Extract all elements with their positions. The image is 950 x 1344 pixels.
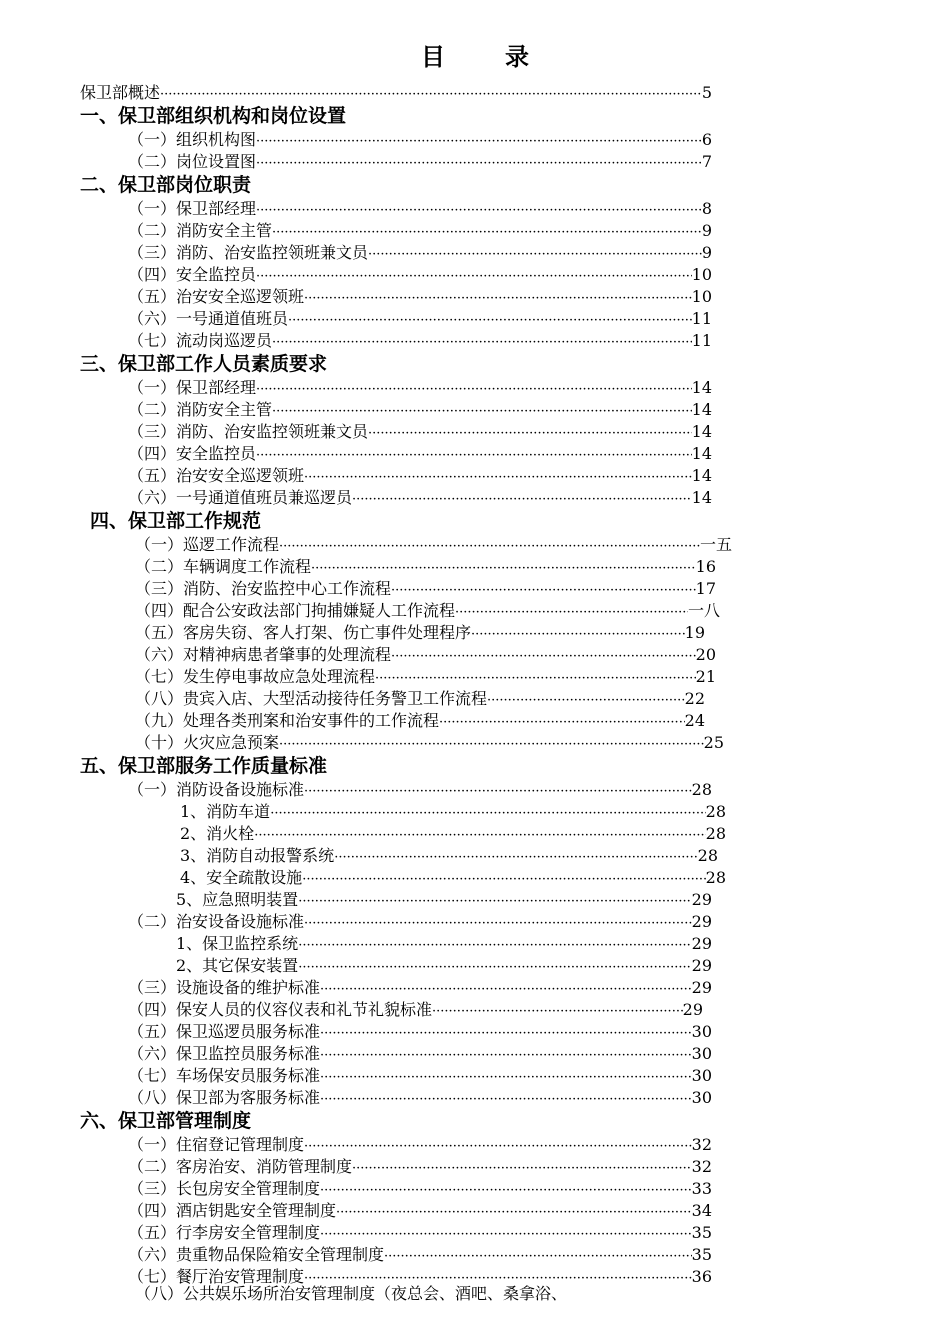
toc-entry-title: （二）消防安全主管 xyxy=(128,400,273,419)
toc-entry-title: 四、保卫部工作规范 xyxy=(90,510,262,532)
toc-entry[interactable] xyxy=(128,129,712,152)
toc-page-number: 17 xyxy=(695,579,716,598)
toc-entry[interactable] xyxy=(135,600,720,623)
toc-entry-title: 三、保卫部工作人员素质要求 xyxy=(80,353,328,375)
toc-page-number: 20 xyxy=(695,645,716,664)
toc-page-number: 16 xyxy=(695,557,716,576)
toc-entry-title: （六）一号通道值班员兼巡逻员 xyxy=(128,488,353,507)
toc-section-heading xyxy=(80,104,346,128)
toc-leader-dots xyxy=(320,1023,692,1044)
toc-entry-title: 3、消防自动报警系统 xyxy=(180,846,335,865)
toc-page-number: 35 xyxy=(691,1245,712,1264)
toc-page-number: 30 xyxy=(691,1044,712,1063)
toc-leader-dots xyxy=(256,131,702,152)
toc-entry-title: 1、消防车道 xyxy=(180,802,271,821)
toc-entry-title: （四）保安人员的仪容仪表和礼节礼貌标准 xyxy=(128,1000,433,1019)
toc-leader-dots xyxy=(320,1180,692,1201)
toc-entry-title: （五）保卫巡逻员服务标准 xyxy=(128,1022,321,1041)
toc-entry-title: （五）治安安全巡逻领班 xyxy=(128,287,305,306)
toc-entry-title: 五、保卫部服务工作质量标准 xyxy=(80,755,328,777)
toc-page-number: 5 xyxy=(701,83,712,102)
toc-entry-title: （八）保卫部为客服务标准 xyxy=(128,1088,321,1107)
toc-page-number: 一五 xyxy=(699,535,732,554)
toc-leader-dots xyxy=(304,913,692,934)
toc-entry[interactable] xyxy=(128,1222,712,1245)
toc-entry-title: （六）保卫监控员服务标准 xyxy=(128,1044,321,1063)
toc-leader-dots xyxy=(298,891,691,912)
toc-entry[interactable] xyxy=(135,644,716,667)
toc-page-number: 29 xyxy=(682,1000,703,1019)
toc-page-number: 10 xyxy=(691,287,712,306)
toc-entry-title: （七）流动岗巡逻员 xyxy=(128,331,273,350)
toc-page-number: 28 xyxy=(691,780,712,799)
toc-page-number: 33 xyxy=(691,1179,712,1198)
toc-leader-dots xyxy=(272,222,702,243)
toc-leader-dots xyxy=(256,266,692,287)
toc-page-number: 14 xyxy=(691,422,712,441)
toc-page-number: 21 xyxy=(695,667,716,686)
toc-leader-dots xyxy=(320,1045,692,1066)
toc-page-number: 8 xyxy=(701,199,712,218)
toc-entry-title: （四）酒店钥匙安全管理制度 xyxy=(128,1201,337,1220)
toc-leader-dots xyxy=(471,624,685,645)
toc-leader-dots xyxy=(432,1001,683,1022)
toc-leader-dots xyxy=(320,1224,692,1245)
toc-section-heading xyxy=(90,509,261,533)
toc-entry[interactable] xyxy=(128,242,712,265)
toc-entry[interactable] xyxy=(128,1244,712,1267)
toc-page-number: 32 xyxy=(691,1157,712,1176)
toc-leader-dots xyxy=(288,310,692,331)
toc-entry[interactable] xyxy=(128,264,712,287)
toc-entry-title: （一）住宿登记管理制度 xyxy=(128,1135,305,1154)
toc-entry[interactable] xyxy=(128,421,712,444)
toc-entry[interactable] xyxy=(128,198,712,221)
toc-leader-dots xyxy=(279,536,700,557)
toc-entry-title: （三）设施设备的维护标准 xyxy=(128,978,321,997)
toc-page-number: 14 xyxy=(691,466,712,485)
toc-section-heading xyxy=(80,352,327,376)
toc-entry-title: （二）车辆调度工作流程 xyxy=(135,557,312,576)
toc-page-number: 22 xyxy=(684,689,705,708)
toc-leader-dots xyxy=(160,84,702,105)
toc-section-heading xyxy=(80,1109,251,1133)
toc-leader-dots xyxy=(298,957,691,978)
toc-entry-title: （一）巡逻工作流程 xyxy=(135,535,280,554)
toc-entry[interactable] xyxy=(128,1156,712,1179)
toc-page-number: 32 xyxy=(691,1135,712,1154)
toc-entry[interactable] xyxy=(128,1043,712,1066)
toc-page-number: 29 xyxy=(691,978,712,997)
toc-leader-dots xyxy=(254,825,705,846)
toc-leader-dots xyxy=(384,1246,692,1267)
toc-entry-title: （十）火灾应急预案 xyxy=(135,733,280,752)
toc-page-number: 36 xyxy=(691,1267,712,1286)
toc-page-number: 24 xyxy=(684,711,705,730)
toc-page-number: 14 xyxy=(691,378,712,397)
toc-entry-title: （五）客房失窃、客人打架、伤亡事件处理程序 xyxy=(135,623,472,642)
toc-entry-title: 1、保卫监控系统 xyxy=(176,934,299,953)
toc-entry[interactable] xyxy=(128,1134,712,1157)
toc-leader-dots xyxy=(256,445,692,466)
toc-entry-title: （六）一号通道值班员 xyxy=(128,309,289,328)
toc-entry[interactable] xyxy=(135,710,705,733)
toc-page-number: 30 xyxy=(691,1066,712,1085)
toc-entry-title: （七）餐厅治安管理制度 xyxy=(128,1267,305,1286)
toc-page-number: 10 xyxy=(691,265,712,284)
toc-entry-title: 2、其它保安装置 xyxy=(176,956,299,975)
toc-entry[interactable] xyxy=(128,1087,712,1110)
toc-page-number: 35 xyxy=(691,1223,712,1242)
toc-entry[interactable] xyxy=(128,377,712,400)
toc-leader-dots xyxy=(391,646,696,667)
toc-entry[interactable] xyxy=(128,286,712,309)
toc-leader-dots xyxy=(352,489,692,510)
toc-entry[interactable] xyxy=(128,465,712,488)
toc-entry[interactable] xyxy=(180,801,726,824)
toc-entry-title: （五）治安安全巡逻领班 xyxy=(128,466,305,485)
toc-leader-dots xyxy=(375,668,696,689)
toc-leader-dots xyxy=(320,1067,692,1088)
toc-leader-dots xyxy=(256,200,702,221)
toc-page-number: 9 xyxy=(701,221,712,240)
toc-leader-dots xyxy=(256,153,702,174)
toc-leader-dots xyxy=(311,558,696,579)
toc-entry[interactable] xyxy=(128,487,712,510)
toc-entry-title: （八）贵宾入店、大型活动接待任务警卫工作流程 xyxy=(135,689,488,708)
toc-entry-title: （二）客房治安、消防管理制度 xyxy=(128,1157,353,1176)
toc-entry-title: （四）配合公安政法部门拘捕嫌疑人工作流程 xyxy=(135,601,456,620)
toc-page-number: 19 xyxy=(684,623,705,642)
toc-entry-title: （一）消防设备设施标准 xyxy=(128,780,305,799)
toc-entry[interactable] xyxy=(128,1200,712,1223)
toc-page-number: 28 xyxy=(697,846,718,865)
toc-page-number: 29 xyxy=(691,890,712,909)
toc-leader-dots xyxy=(304,781,692,802)
title-char-1: 目 xyxy=(421,42,445,71)
toc-entry[interactable] xyxy=(128,151,712,174)
toc-leader-dots xyxy=(320,979,692,1000)
toc-entry-title: （一）组织机构图 xyxy=(128,130,257,149)
toc-entry[interactable] xyxy=(128,330,712,353)
toc-leader-dots xyxy=(304,467,692,488)
toc-entry-title: （六）对精神病患者肇事的处理流程 xyxy=(135,645,392,664)
toc-entry xyxy=(135,1283,567,1304)
toc-page-number: 7 xyxy=(701,152,712,171)
toc-leader-dots xyxy=(455,602,688,623)
toc-page-number: 28 xyxy=(705,802,726,821)
toc-entry[interactable] xyxy=(180,845,718,868)
toc-entry-title: 5、应急照明装置 xyxy=(176,890,299,909)
toc-entry[interactable] xyxy=(128,779,712,802)
toc-page-number: 14 xyxy=(691,488,712,507)
toc-page-number: 14 xyxy=(691,400,712,419)
toc-entry-title: 二、保卫部岗位职责 xyxy=(80,174,252,196)
toc-leader-dots xyxy=(352,1158,692,1179)
toc-leader-dots xyxy=(487,690,685,711)
toc-entry[interactable] xyxy=(180,867,726,890)
toc-entry-title: （三）消防、治安监控中心工作流程 xyxy=(135,579,392,598)
toc-page-number: 11 xyxy=(691,331,712,350)
toc-entry[interactable] xyxy=(135,666,716,689)
toc-page-number: 34 xyxy=(691,1201,712,1220)
toc-leader-dots xyxy=(334,847,697,868)
toc-page-number: 29 xyxy=(691,912,712,931)
toc-entry[interactable] xyxy=(128,1021,712,1044)
toc-entry-title: （六）贵重物品保险箱安全管理制度 xyxy=(128,1245,385,1264)
toc-leader-dots xyxy=(368,244,702,265)
toc-leader-dots xyxy=(439,712,685,733)
toc-entry-title: （五）行李房安全管理制度 xyxy=(128,1223,321,1242)
toc-entry-title: （二）治安设备设施标准 xyxy=(128,912,305,931)
toc-leader-dots xyxy=(272,332,692,353)
toc-page-number: 6 xyxy=(701,130,712,149)
toc-entry[interactable] xyxy=(128,399,712,422)
toc-entry[interactable] xyxy=(128,1065,712,1088)
toc-page-number: 28 xyxy=(705,824,726,843)
toc-entry-title: 一、保卫部组织机构和岗位设置 xyxy=(80,105,347,127)
toc-entry-title: （四）安全监控员 xyxy=(128,265,257,284)
toc-entry-title: （一）保卫部经理 xyxy=(128,199,257,218)
toc-entry-title: 4、安全疏散设施 xyxy=(180,868,303,887)
toc-entry[interactable] xyxy=(128,911,712,934)
toc-section-heading xyxy=(80,754,327,778)
toc-leader-dots xyxy=(391,580,696,601)
toc-leader-dots xyxy=(256,379,692,400)
toc-entry[interactable] xyxy=(135,622,705,645)
toc-leader-dots xyxy=(336,1202,692,1223)
toc-entry[interactable] xyxy=(135,732,724,755)
toc-leader-dots xyxy=(279,734,704,755)
toc-entry-title: （一）保卫部经理 xyxy=(128,378,257,397)
toc-entry[interactable] xyxy=(128,443,712,466)
toc-leader-dots xyxy=(302,869,705,890)
page-title xyxy=(0,40,950,74)
toc-entry[interactable] xyxy=(135,578,716,601)
toc-page-number: 30 xyxy=(691,1088,712,1107)
toc-entry-title: （九）处理各类刑案和治安事件的工作流程 xyxy=(135,711,440,730)
toc-section-heading xyxy=(80,173,251,197)
toc-page-number: 30 xyxy=(691,1022,712,1041)
toc-entry[interactable] xyxy=(180,823,726,846)
toc-entry-title: （二）消防安全主管 xyxy=(128,221,273,240)
toc-entry[interactable] xyxy=(128,999,703,1022)
toc-entry-title: 2、消火栓 xyxy=(180,824,255,843)
toc-entry-title: 六、保卫部管理制度 xyxy=(80,1110,252,1132)
toc-page-number: 一八 xyxy=(687,601,720,620)
toc-entry[interactable] xyxy=(128,977,712,1000)
toc-leader-dots xyxy=(304,288,692,309)
toc-leader-dots xyxy=(270,803,705,824)
toc-entry-title: （二）岗位设置图 xyxy=(128,152,257,171)
toc-entry-title: （八）公共娱乐场所治安管理制度（夜总会、酒吧、桑拿浴、 xyxy=(135,1284,568,1303)
toc-entry[interactable] xyxy=(135,534,732,557)
toc-page-number: 29 xyxy=(691,934,712,953)
title-char-2: 录 xyxy=(505,42,529,71)
toc-page-number: 28 xyxy=(705,868,726,887)
toc-entry-title: （三）长包房安全管理制度 xyxy=(128,1179,321,1198)
toc-entry[interactable] xyxy=(135,688,705,711)
toc-entry[interactable] xyxy=(135,556,716,579)
toc-leader-dots xyxy=(298,935,691,956)
toc-entry-title: （七）车场保安员服务标准 xyxy=(128,1066,321,1085)
toc-leader-dots xyxy=(272,401,692,422)
toc-entry[interactable] xyxy=(128,220,712,243)
toc-entry[interactable] xyxy=(128,1178,712,1201)
toc-entry-title: （三）消防、治安监控领班兼文员 xyxy=(128,422,369,441)
toc-leader-dots xyxy=(304,1136,692,1157)
toc-entry-title: 保卫部概述 xyxy=(80,83,161,102)
toc-entry-title: （七）发生停电事故应急处理流程 xyxy=(135,667,376,686)
toc-page-number: 29 xyxy=(691,956,712,975)
toc-page-number: 11 xyxy=(691,309,712,328)
toc-page-number: 9 xyxy=(701,243,712,262)
toc-page-number: 25 xyxy=(703,733,724,752)
toc-page-number: 14 xyxy=(691,444,712,463)
toc-entry[interactable] xyxy=(176,933,712,956)
toc-entry-title: （四）安全监控员 xyxy=(128,444,257,463)
toc-entry[interactable] xyxy=(128,308,712,331)
toc-entry-title: （三）消防、治安监控领班兼文员 xyxy=(128,243,369,262)
toc-entry[interactable] xyxy=(176,955,712,978)
toc-entry[interactable] xyxy=(176,889,712,912)
toc-leader-dots xyxy=(368,423,692,444)
toc-entry[interactable] xyxy=(80,82,712,105)
toc-leader-dots xyxy=(320,1089,692,1110)
